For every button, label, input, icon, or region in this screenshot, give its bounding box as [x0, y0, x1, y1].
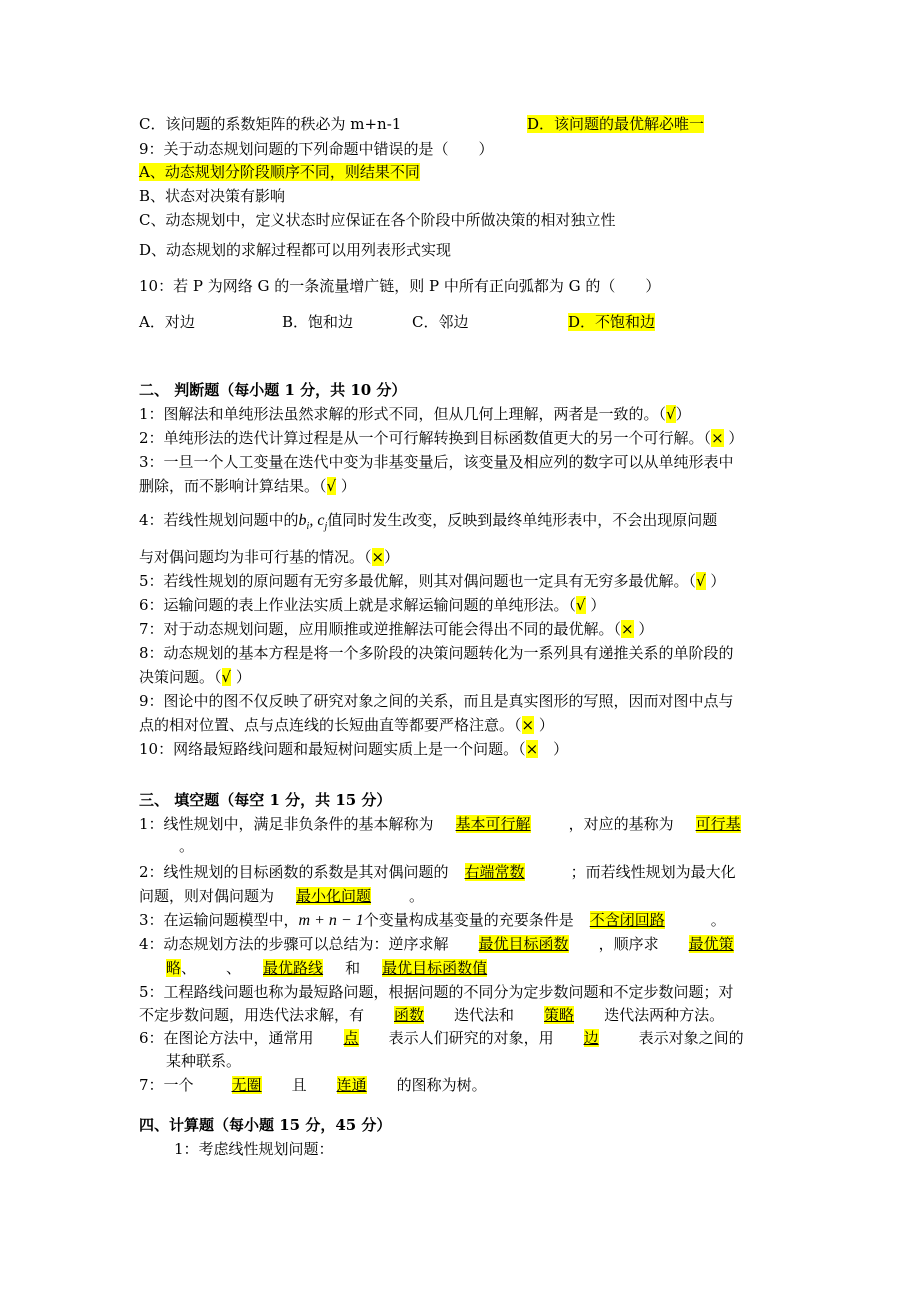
- q10-option-b: B．饱和边: [282, 313, 354, 331]
- judge-item-3-line2: 删除，而不影响计算结果。（√ ）: [139, 477, 356, 495]
- judge-answer-2: ×: [711, 429, 724, 447]
- judge-answer-6: √: [576, 596, 586, 614]
- judge-item-5: 5：若线性规划的原问题有无穷多最优解，则其对偶问题也一定具有无穷多最优解。（√ ）: [139, 572, 726, 590]
- judge-answer-5: √: [696, 572, 706, 590]
- fill-answer-point: 点: [343, 1029, 359, 1047]
- fill-answer-optimal-route: 最优路线: [263, 959, 324, 977]
- fill-item-7: 7：一个 无圈 且 连通 的图称为树。: [139, 1076, 487, 1094]
- fill-item-2-line1: 2：线性规划的目标函数的系数是其对偶问题的 右端常数 ；而若线性规划为最大化: [139, 863, 736, 881]
- q9-option-d: D、动态规划的求解过程都可以用列表形式实现: [139, 241, 452, 259]
- section-4-title: 四、计算题（每小题 15 分，45 分）: [139, 1116, 392, 1134]
- judge-item-2: 2：单纯形法的迭代计算过程是从一个可行解转换到目标函数值更大的另一个可行解。（× ）: [139, 429, 744, 447]
- section-2-title: 二、 判断题（每小题 1 分，共 10 分）: [139, 381, 407, 399]
- fill-answer-rhs-constants: 右端常数: [464, 863, 525, 881]
- q8-option-d: [527, 114, 704, 134]
- q8-option-c: C．该问题的系数矩阵的秩必为 m+n-1: [139, 115, 402, 133]
- judge-item-8-line2: 决策问题。（√ ）: [139, 668, 251, 686]
- q9-option-c: C、动态规划中，定义状态时应保证在各个阶段中所做决策的相对独立性: [139, 211, 616, 229]
- judge-item-10: 10：网络最短路线问题和最短树问题实质上是一个问题。（× ）: [139, 740, 569, 758]
- judge-answer-4: ×: [371, 548, 385, 566]
- fill-item-1-line1: 1：线性规划中，满足非负条件的基本解称为 基本可行解 ，对应的基称为 可行基: [139, 815, 741, 833]
- q10-option-a: A．对边: [139, 313, 195, 331]
- q8-option-d-highlight: D．该问题的最优解必唯一: [527, 115, 705, 133]
- fill-item-4-line1: 4：动态规划方法的步骤可以总结为：逆序求解 最优目标函数 ，顺序求 最优策: [139, 935, 734, 953]
- section-3-title: 三、 填空题（每空 1 分，共 15 分）: [139, 791, 392, 809]
- q10-stem: 10：若 P 为网络 G 的一条流量增广链，则 P 中所有正向弧都为 G 的（ ）: [139, 277, 661, 295]
- fill-answer-basic-feasible: 基本可行解: [455, 815, 531, 833]
- judge-item-4-line1: 4：若线性规划问题中的$b_i$, $c_j$值同时发生改变，反映到最终单纯形表中，不会出现原问题: [139, 511, 718, 533]
- judge-answer-10: ×: [525, 740, 539, 758]
- q9-option-a: [139, 162, 420, 182]
- fill-item-5-line2: 不定步数问题，用迭代法求解，有 函数 迭代法和 策略 迭代法两种方法。: [139, 1006, 725, 1024]
- fill-answer-edge: 边: [583, 1029, 599, 1047]
- fill-answer-minimization: 最小化问题: [296, 887, 372, 905]
- fill-answer-optimal-objective-value: 最优目标函数值: [382, 959, 488, 977]
- fill-item-1-line2: 。: [179, 837, 195, 855]
- q9-option-a-highlight: A、动态规划分阶段顺序不同，则结果不同: [139, 163, 420, 181]
- q9-option-b: B、状态对决策有影响: [139, 187, 286, 205]
- q9-stem: 9：关于动态规划问题的下列命题中错误的是（ ）: [139, 140, 494, 158]
- judge-item-9-line2: 点的相对位置、点与点连线的长短曲直等都要严格注意。（× ）: [139, 716, 554, 734]
- fill-answer-connected: 连通: [336, 1076, 367, 1094]
- calc-item-1: 1：考虑线性规划问题：: [174, 1140, 334, 1158]
- judge-item-8-line1: 8：动态规划的基本方程是将一个多阶段的决策问题转化为一系列具有递推关系的单阶段的: [139, 644, 734, 662]
- judge-answer-9: ×: [521, 716, 535, 734]
- fill-item-5-line1: 5：工程路线问题也称为最短路问题，根据问题的不同分为定步数问题和不定步数问题；对: [139, 983, 734, 1001]
- q10-option-d-highlight: D．不饱和边: [568, 313, 656, 331]
- fill-answer-policy: 策略: [544, 1006, 575, 1024]
- judge-answer-3: √: [326, 477, 337, 495]
- fill-answer-function: 函数: [394, 1006, 425, 1024]
- judge-item-3-line1: 3：一旦一个人工变量在迭代中变为非基变量后，该变量及相应列的数字可以从单纯形表中: [139, 453, 734, 471]
- fill-item-6-line2: 某种联系。: [166, 1052, 242, 1070]
- q10-option-d: [568, 312, 655, 332]
- math-m-plus-n-minus-1: m + n − 1: [298, 912, 364, 929]
- judge-item-1: 1：图解法和单纯形法虽然求解的形式不同，但从几何上理解，两者是一致的。（√）: [139, 405, 691, 423]
- q10-option-c: C．邻边: [412, 313, 469, 331]
- judge-item-6: 6：运输问题的表上作业法实质上就是求解运输问题的单纯形法。（√ ）: [139, 596, 606, 614]
- fill-answer-no-closed-loop: 不含闭回路: [589, 911, 665, 929]
- judge-item-9-line1: 9：图论中的图不仅反映了研究对象之间的关系，而且是真实图形的写照，因而对图中点与: [139, 692, 734, 710]
- judge-item-7: 7：对于动态规划问题，应用顺推或逆推解法可能会得出不同的最优解。（× ）: [139, 620, 654, 638]
- fill-item-2-line2: 问题，则对偶问题为 最小化问题 。: [139, 887, 425, 905]
- fill-answer-optimal-objective: 最优目标函数: [478, 935, 569, 953]
- fill-answer-feasible-basis: 可行基: [695, 815, 741, 833]
- judge-answer-8: √: [221, 668, 232, 686]
- fill-answer-optimal-policy: 最优策: [688, 935, 734, 953]
- fill-item-6-line1: 6：在图论方法中，通常用 点 表示人们研究的对象，用 边 表示对象之间的: [139, 1029, 744, 1047]
- fill-item-4-line2: 略、 、 最优路线 和 最优目标函数值: [166, 959, 488, 977]
- judge-answer-7: ×: [621, 620, 634, 638]
- fill-item-3: 3：在运输问题模型中，m + n − 1个变量构成基变量的充要条件是 不含闭回路 。: [139, 911, 726, 929]
- fill-answer-acyclic: 无圈: [231, 1076, 262, 1094]
- math-bi: $b_i$, $c_j$: [298, 512, 328, 533]
- judge-item-4-line2: 与对偶问题均为非可行基的情况。（×）: [139, 548, 400, 566]
- judge-answer-1: √: [666, 405, 676, 423]
